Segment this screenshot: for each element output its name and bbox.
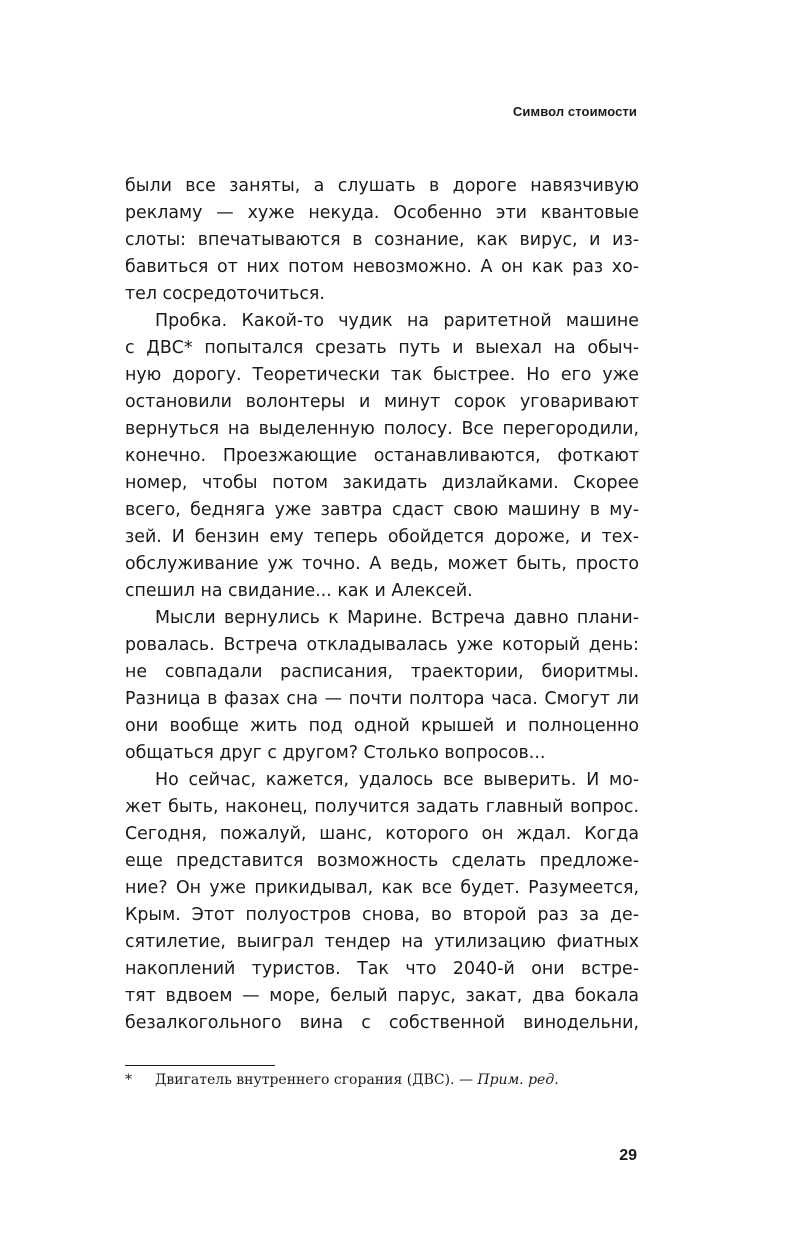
text-line: ную дорогу. Теоретически так быстрее. Но его уже: [125, 365, 639, 385]
text-line: с ДВС* попытался срезать путь и выехал на обыч-: [125, 338, 639, 358]
text-line: Пробка. Какой-то чудик на раритетной машине: [155, 311, 639, 331]
text-line: рекламу — хуже некуда. Особенно эти квантовые: [125, 203, 639, 223]
footnote: [125, 1070, 639, 1090]
text-line: тят вдвоем — море, белый парус, закат, два бокала: [125, 986, 639, 1006]
body-text: [125, 173, 639, 1037]
text-line: зей. И бензин ему теперь обойдется дороже, и тех-: [125, 527, 639, 547]
text-line: спешил на свидание... как и Алексей.: [125, 581, 473, 601]
text-line: ровалась. Встреча откладывалась уже который день:: [125, 635, 639, 655]
text-line: не совпадали расписания, траектории, биоритмы.: [125, 662, 639, 682]
footnote-text: Двигатель внутреннего сгорания (ДВС). —: [155, 1072, 478, 1088]
text-line: номер, чтобы потом закидать дизлайками. Скорее: [125, 473, 639, 493]
page-number: 29: [619, 1147, 637, 1164]
text-line: всего, бедняга уже завтра сдаст свою машину в му-: [125, 500, 639, 520]
text-line: слоты: впечатываются в сознание, как вирус, и из-: [125, 230, 639, 250]
text-line: вернуться на выделенную полосу. Все перегородили,: [125, 419, 639, 439]
footnote-editor-note: Прим. ред.: [477, 1072, 559, 1088]
text-line: Крым. Этот полуостров снова, во второй раз за де-: [125, 905, 639, 925]
text-line: остановили волонтеры и минут сорок уговаривают: [125, 392, 639, 412]
text-line: еще представится возможность сделать предложе-: [125, 851, 639, 871]
text-line: ние? Он уже прикидывал, как все будет. Разумеется,: [125, 878, 639, 898]
footnote-marker: *: [125, 1072, 132, 1088]
footnote-divider: [125, 1065, 275, 1066]
text-line: Разница в фазах сна — почти полтора часа. Смогут ли: [125, 689, 639, 709]
text-line: общаться друг с другом? Столько вопросов...: [125, 743, 546, 763]
text-line: обслуживание уж точно. А ведь, может быть, просто: [125, 554, 639, 574]
text-line: сятилетие, выиграл тендер на утилизацию фиатных: [125, 932, 639, 952]
text-line: безалкогольного вина с собственной винодельни,: [125, 1013, 639, 1033]
text-line: были все заняты, а слушать в дороге навязчивую: [125, 176, 639, 196]
text-line: Сегодня, пожалуй, шанс, которого он ждал. Когда: [125, 824, 639, 844]
text-line: бавиться от них потом невозможно. А он как раз хо-: [125, 257, 639, 277]
text-line: жет быть, наконец, получится задать главный вопрос.: [125, 797, 639, 817]
text-line: они вообще жить под одной крышей и полноценно: [125, 716, 639, 736]
running-title: Символ стоимости: [512, 104, 637, 119]
text-line: тел сосредоточиться.: [125, 284, 325, 304]
text-line: Но сейчас, кажется, удалось все выверить. И мо-: [155, 770, 639, 790]
text-line: конечно. Проезжающие останавливаются, фоткают: [125, 446, 639, 466]
text-line: накоплений туристов. Так что 2040-й они встре-: [125, 959, 639, 979]
text-line: Мысли вернулись к Марине. Встреча давно плани-: [155, 608, 639, 628]
